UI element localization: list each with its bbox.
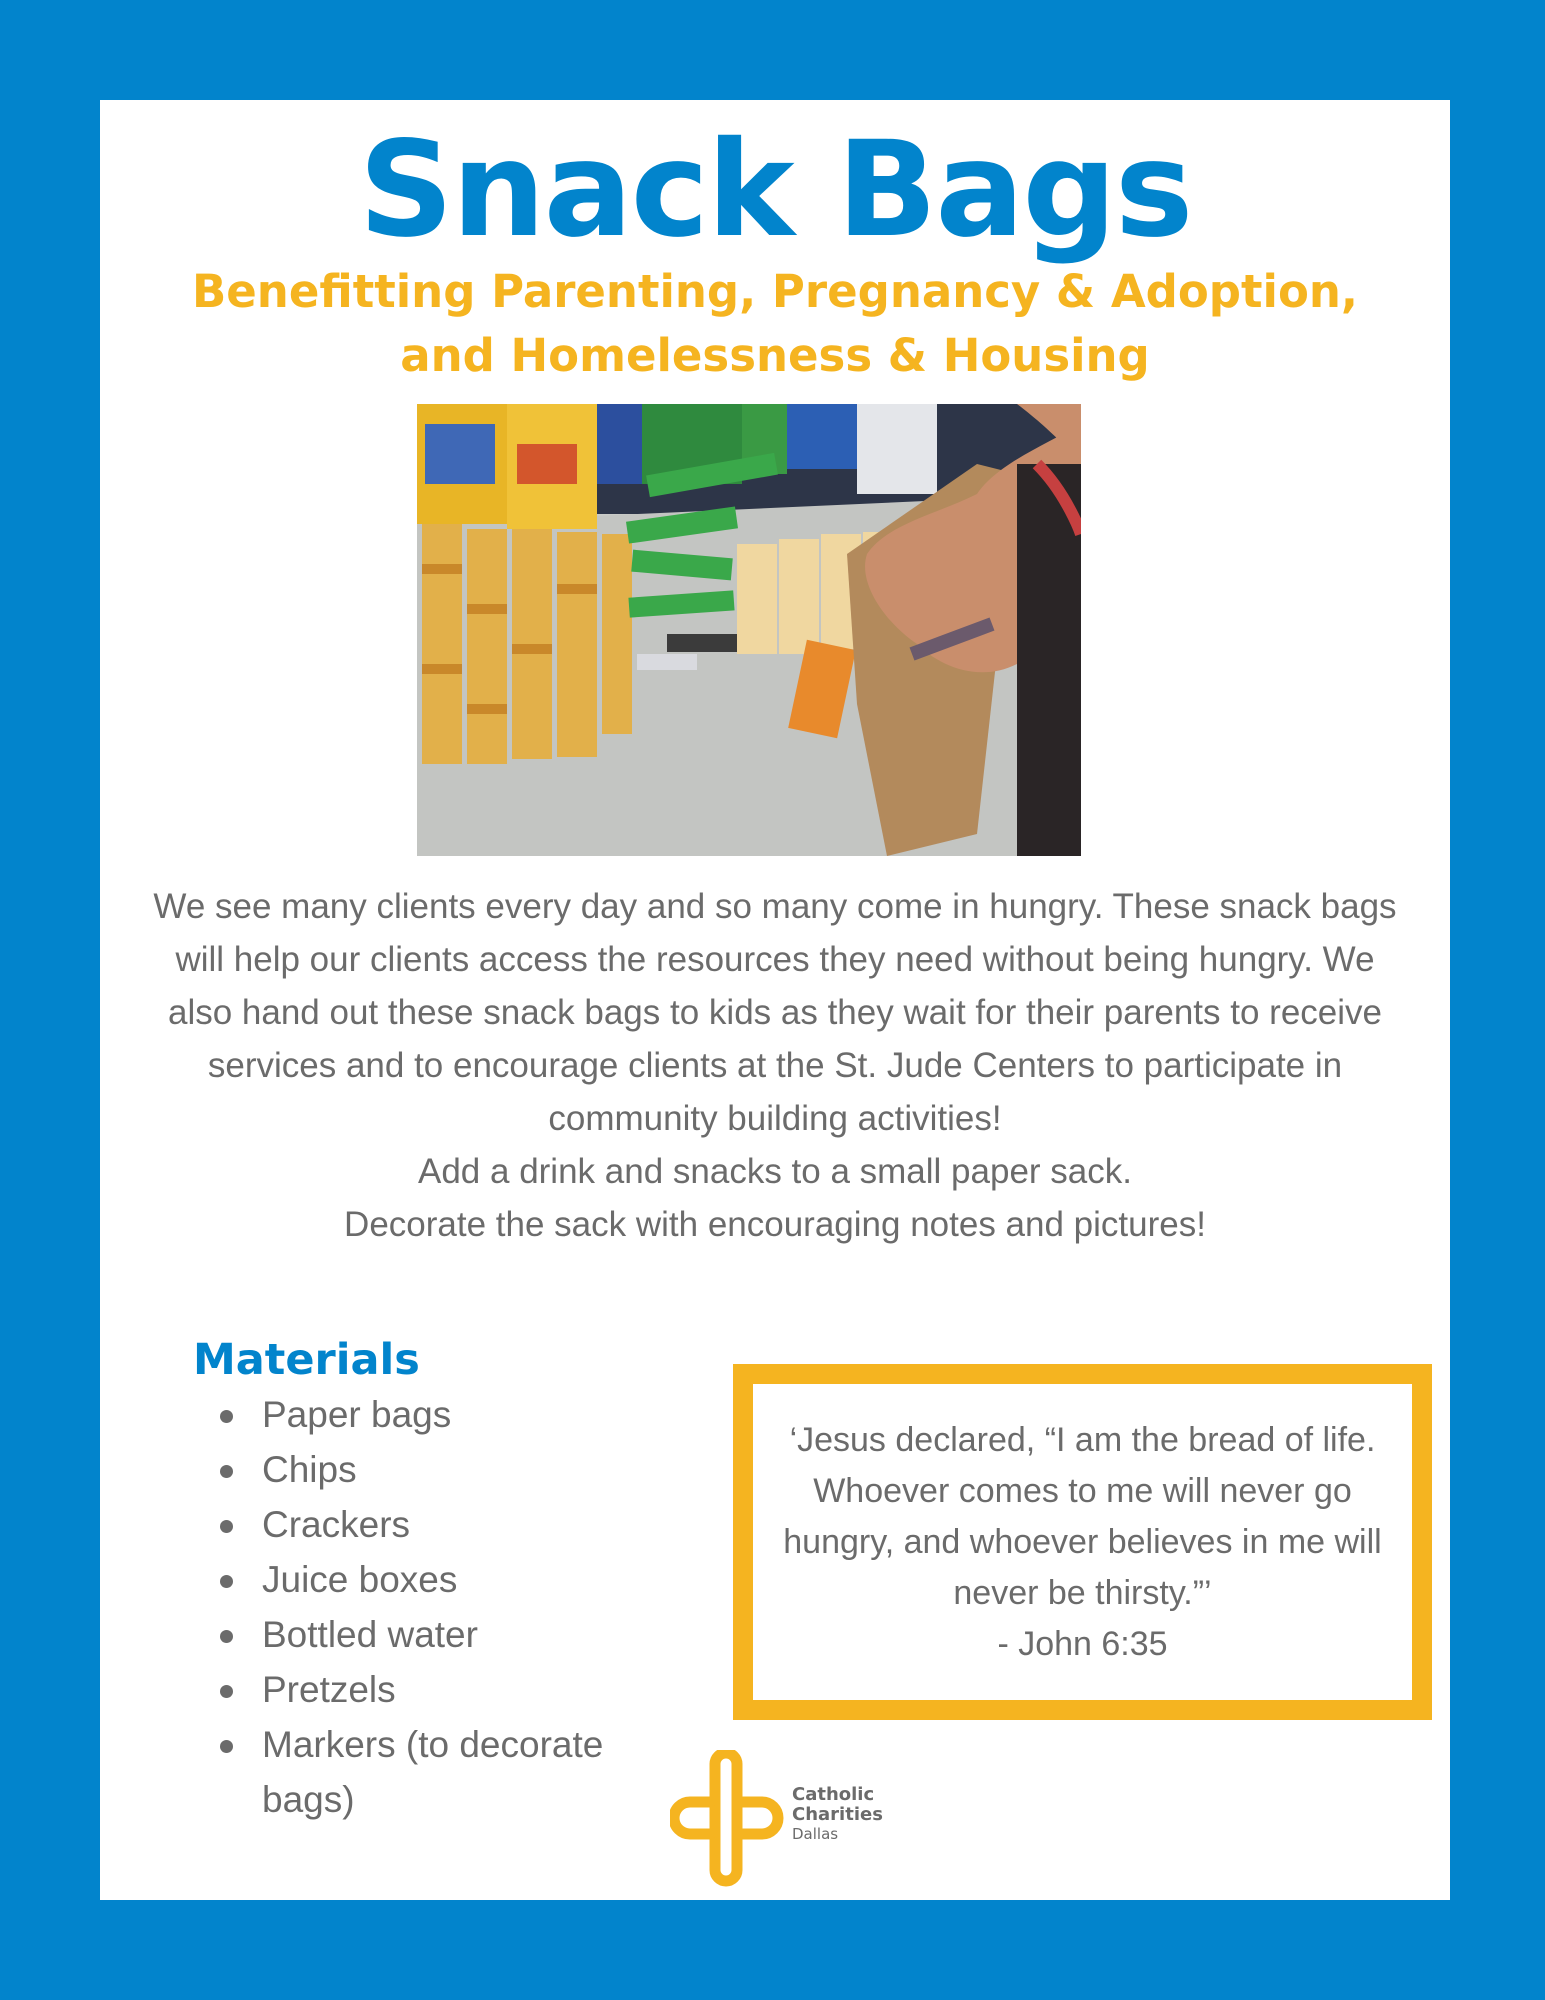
page-title: Snack Bags [358, 113, 1192, 267]
subtitle-line-1: Benefitting Parenting, Pregnancy & Adoption, [191, 265, 1358, 318]
snack-photo [417, 404, 1081, 856]
list-item: Markers (to decorate bags) [217, 1717, 647, 1827]
page-subtitle [100, 260, 1450, 388]
logo-line-3: Dallas [792, 1825, 839, 1843]
materials-list [217, 1387, 647, 1827]
quote-reference: - John 6:35 [997, 1624, 1168, 1663]
list-item: Chips [217, 1442, 647, 1497]
description [140, 880, 1410, 1251]
logo-wordmark [792, 1785, 883, 1843]
instruction-1: Add a drink and snacks to a small paper sack. [418, 1152, 1132, 1191]
instruction-2: Decorate the sack with encouraging notes and pictures! [344, 1205, 1206, 1244]
list-item: Juice boxes [217, 1552, 647, 1607]
description-paragraph: We see many clients every day and so many come in hungry. These snack bags will help our clients access the resources they need without being hungry. We also hand out these snack bags to kids as they wait for their parents to receive services and to encourage clients at the St. Jude Centers to participate in community building activities! [153, 887, 1397, 1138]
flyer-page [100, 100, 1450, 1900]
quote [753, 1415, 1412, 1670]
subtitle-line-2: and Homelessness & Housing [400, 329, 1150, 382]
list-item: Crackers [217, 1497, 647, 1552]
snack-photo-illustration [417, 404, 1081, 856]
materials-heading: Materials [193, 1335, 420, 1385]
quote-box [733, 1364, 1432, 1720]
logo-line-2: Charities [792, 1804, 883, 1825]
list-item: Paper bags [217, 1387, 647, 1442]
list-item: Bottled water [217, 1607, 647, 1662]
list-item: Pretzels [217, 1662, 647, 1717]
quote-text: ‘Jesus declared, “I am the bread of life. Whoever comes to me will never go hungry, and whoever believes in me will never be thirsty.”’ [783, 1420, 1382, 1612]
logo-line-1: Catholic [792, 1784, 875, 1805]
